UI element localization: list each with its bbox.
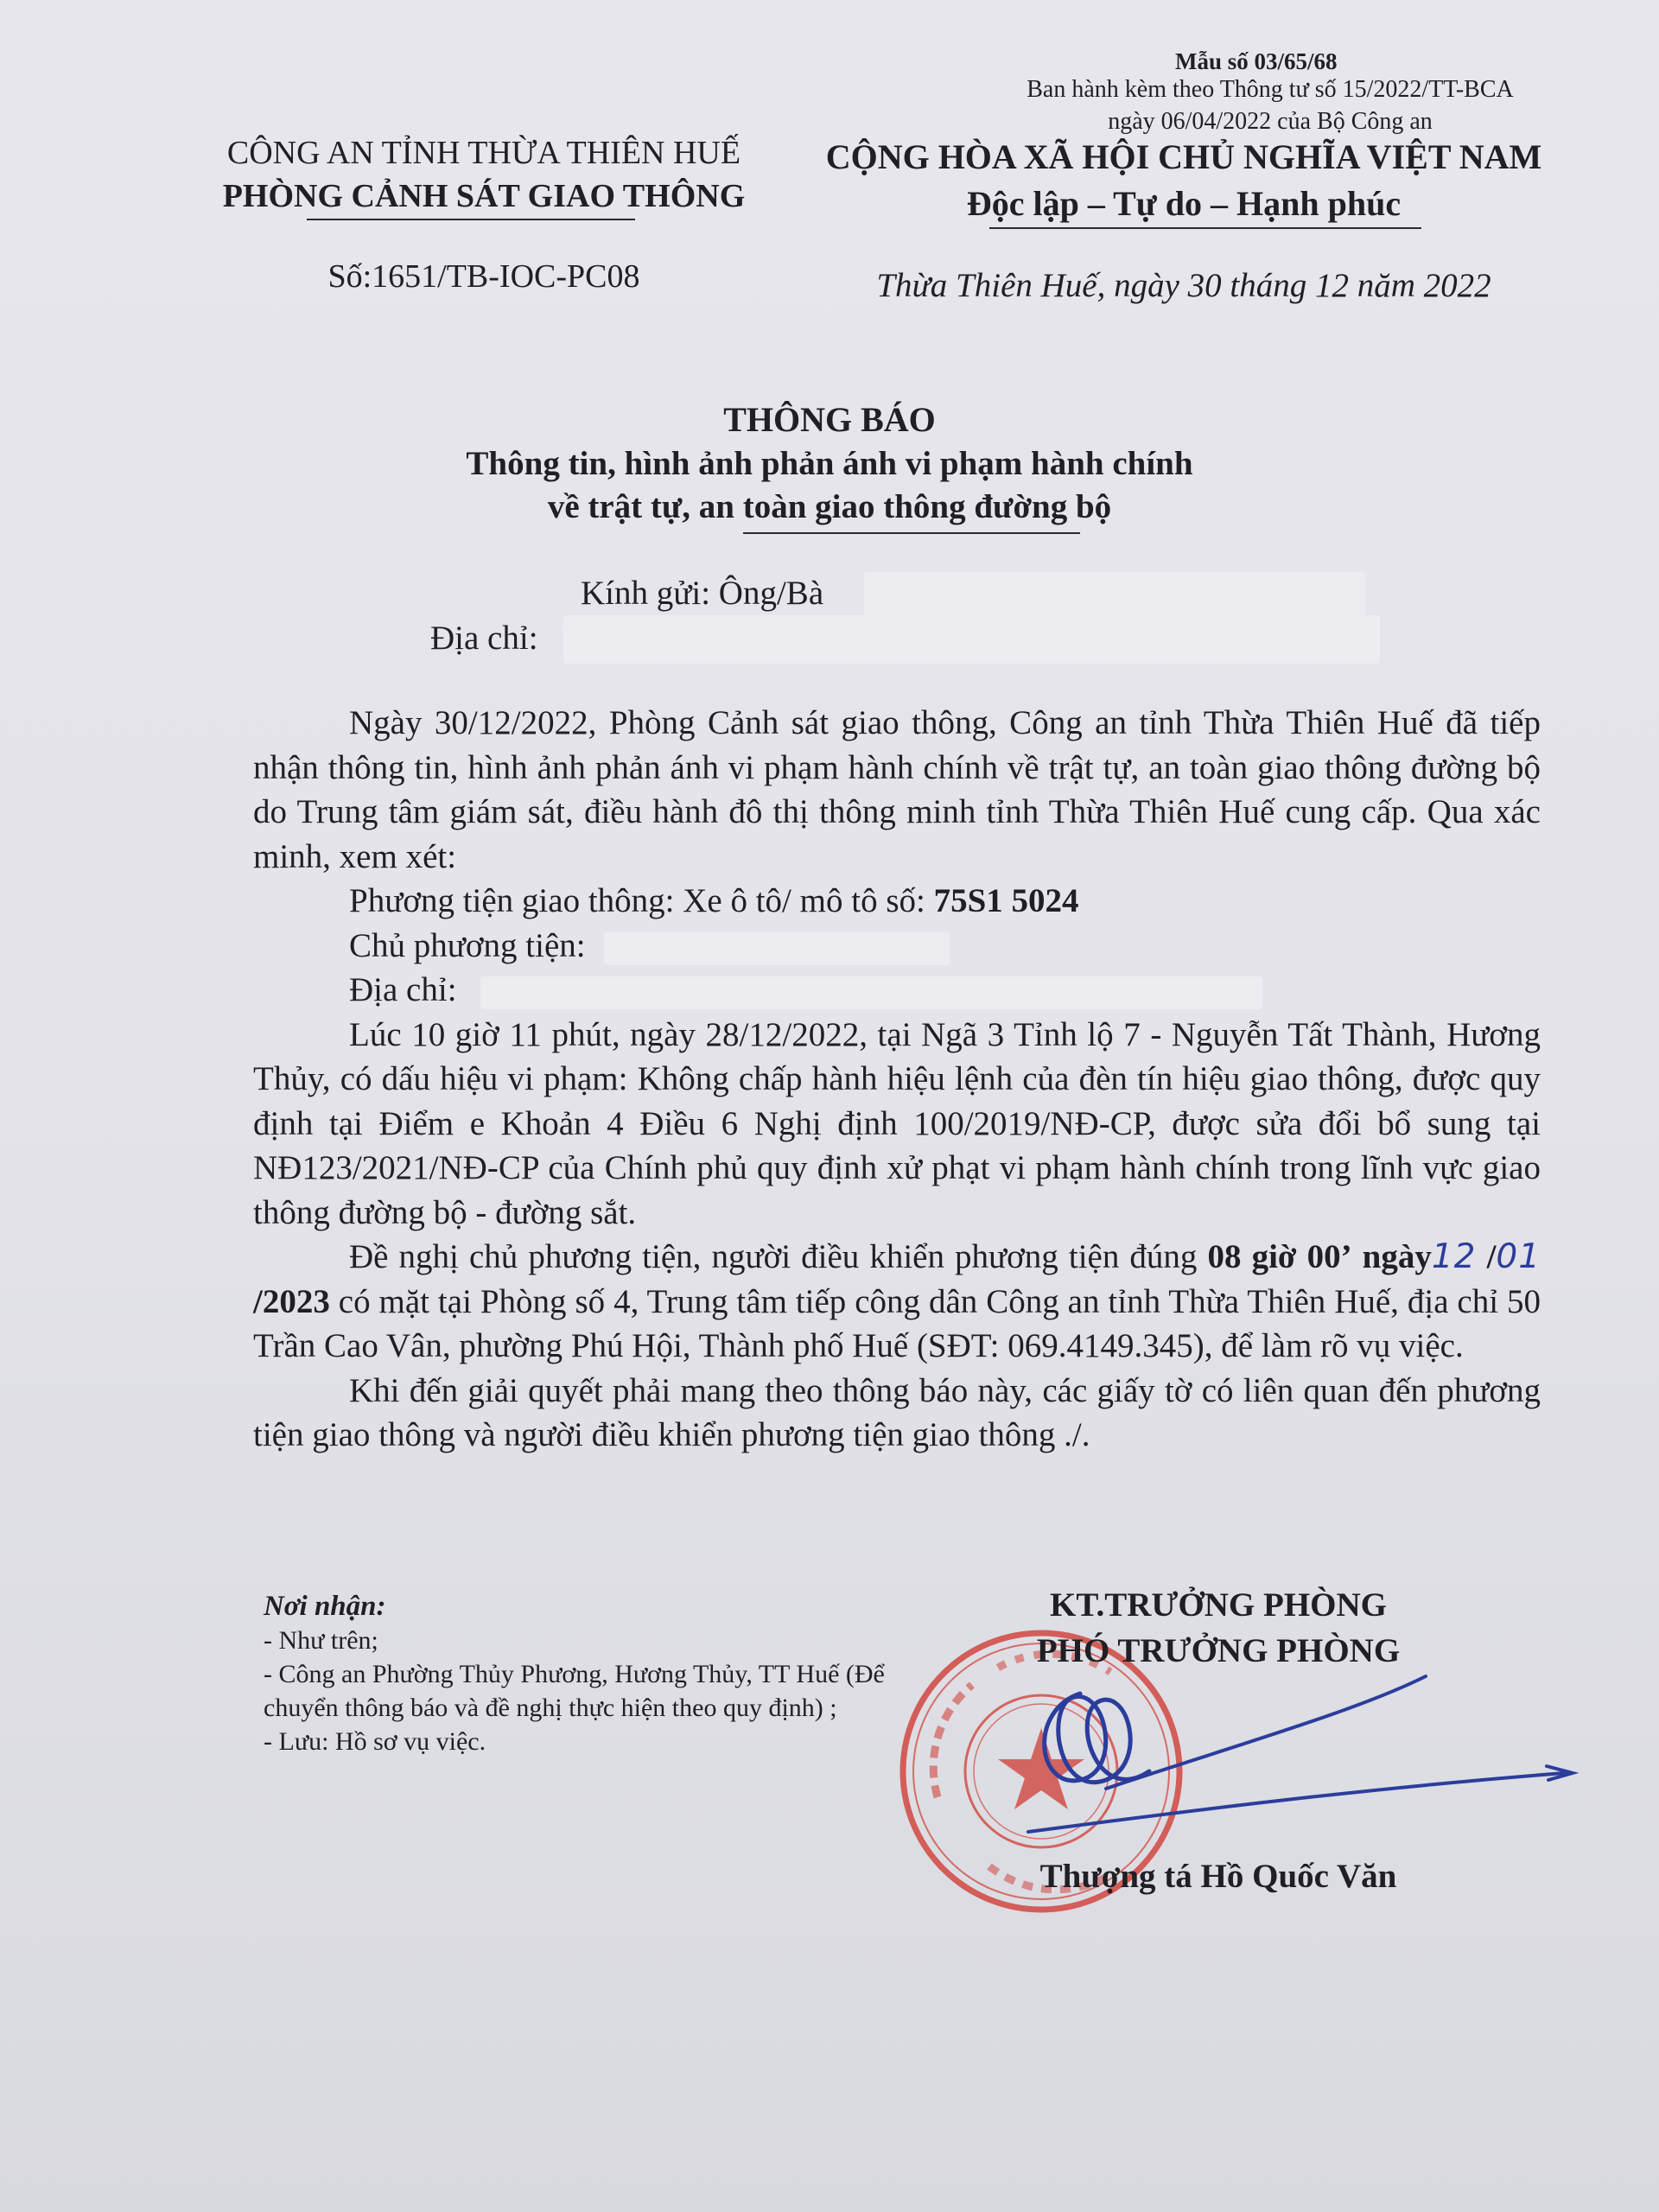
date-separator: / [1486, 1238, 1497, 1275]
appointment-day-label: ngày [1362, 1238, 1432, 1275]
redacted-recipient-name [864, 572, 1365, 615]
receiver-item: - Lưu: Hồ sơ vụ việc. [264, 1727, 486, 1756]
body-paragraph-2: Lúc 10 giờ 11 phút, ngày 28/12/2022, tại Ngã 3 Tỉnh lộ 7 - Nguyễn Tất Thành, Hương Thủy, có dấu hiệu vi phạm: Không chấp hành hiệu lệnh của đèn tín hiệu giao thông, được quy định tại Điểm e Khoản 4 Điều 6 Nghị định 100/2019/NĐ-CP, được sửa đổi bổ sung tại NĐ123/2021/NĐ-CP của Chính phủ quy định xử phạt vi phạm hành chính trong lĩnh vực giao thông đường bộ - đường sắt. [253, 1015, 1541, 1231]
recipient-address-label: Địa chỉ: [430, 620, 538, 657]
receivers-list [264, 1590, 886, 1758]
handwritten-signature-icon [976, 1659, 1581, 1866]
receiver-item: - Công an Phường Thủy Phương, Hương Thủy, TT Huế (Để chuyển thông báo và đề nghị thực hiện theo quy định) ; [264, 1660, 885, 1722]
document-subtitle-line-1: Thông tin, hình ảnh phản ánh vi phạm hành chính [466, 445, 1193, 482]
nation-title: CỘNG HÒA XÃ HỘI CHỦ NGHĨA VIỆT NAM [825, 137, 1542, 176]
appointment-day-handwritten: 12 [1431, 1237, 1477, 1276]
receiver-item: - Như trên; [264, 1626, 378, 1655]
body-paragraph-4: Khi đến giải quyết phải mang theo thông báo này, các giấy tờ có liên quan đến phương tiện giao thông và người điều khiển phương tiện giao thông ./. [253, 1371, 1541, 1453]
signature-title-1: KT.TRƯỞNG PHÒNG [1050, 1586, 1387, 1624]
issued-by-line-1: Ban hành kèm theo Thông tư số 15/2022/TT-BCA [1027, 76, 1514, 103]
agency-name: PHÒNG CẢNH SÁT GIAO THÔNG [222, 178, 746, 214]
owner-address-line [253, 968, 1541, 1013]
appointment-time: 08 giờ 00’ [1207, 1238, 1352, 1275]
signature-title-2: PHÓ TRƯỞNG PHÒNG [1036, 1632, 1401, 1669]
appointment-year: /2023 [253, 1282, 330, 1320]
vehicle-line [253, 879, 1541, 924]
agency-parent: CÔNG AN TỈNH THỪA THIÊN HUẾ [226, 135, 741, 171]
vehicle-plate: 75S1 5024 [933, 882, 1079, 919]
nation-motto: Độc lập – Tự do – Hạnh phúc [966, 184, 1402, 223]
appointment-location: có mặt tại Phòng số 4, Trung tâm tiếp công dân Công an tỉnh Thừa Thiên Huế, địa chỉ 50 Trần Cao Vân, phường Phú Hội, Thành phố Huế (SĐT: 069.4149.345), để làm rõ vụ việc. [253, 1282, 1541, 1364]
recipient-greeting: Kính gửi: Ông/Bà [581, 575, 824, 612]
body-paragraph-3 [253, 1235, 1541, 1369]
body-paragraph-1: Ngày 30/12/2022, Phòng Cảnh sát giao thông, Công an tỉnh Thừa Thiên Huế đã tiếp nhận thông tin, hình ảnh phản ánh vi phạm hành chính về trật tự, an toàn giao thông đường bộ do Trung tâm giám sát, điều hành đô thị thông minh tỉnh Thừa Thiên Huế cung cấp. Qua xác minh, xem xét: [253, 704, 1541, 875]
redacted-owner-address [480, 976, 1262, 1009]
agency-underline [307, 219, 635, 220]
issued-by-line-2: ngày 06/04/2022 của Bộ Công an [1108, 108, 1433, 135]
receivers-heading: Nơi nhận: [264, 1591, 386, 1622]
form-number: Mẫu số 03/65/68 [1175, 48, 1338, 74]
owner-line [253, 924, 1541, 969]
redacted-recipient-address [563, 615, 1380, 664]
owner-label: Chủ phương tiện: [349, 926, 586, 964]
notice-body [253, 701, 1541, 1458]
place-and-date: Thừa Thiên Huế, ngày 30 tháng 12 năm 2022 [876, 267, 1491, 304]
document-title: THÔNG BÁO [723, 400, 936, 439]
appointment-prefix: Đề nghị chủ phương tiện, người điều khiển phương tiện đúng [349, 1238, 1198, 1275]
title-underline [743, 532, 1080, 534]
document-subtitle-line-2: về trật tự, an toàn giao thông đường bộ [547, 488, 1112, 525]
motto-underline [989, 227, 1421, 229]
signer-name: Thượng tá Hồ Quốc Văn [1039, 1858, 1397, 1895]
redacted-owner-name [604, 932, 950, 965]
owner-address-label: Địa chỉ: [349, 971, 457, 1008]
appointment-month-handwritten: 01 [1496, 1237, 1541, 1276]
document-number: Số:1651/TB-IOC-PC08 [327, 258, 640, 295]
vehicle-label: Phương tiện giao thông: Xe ô tô/ mô tô số: [349, 882, 925, 919]
